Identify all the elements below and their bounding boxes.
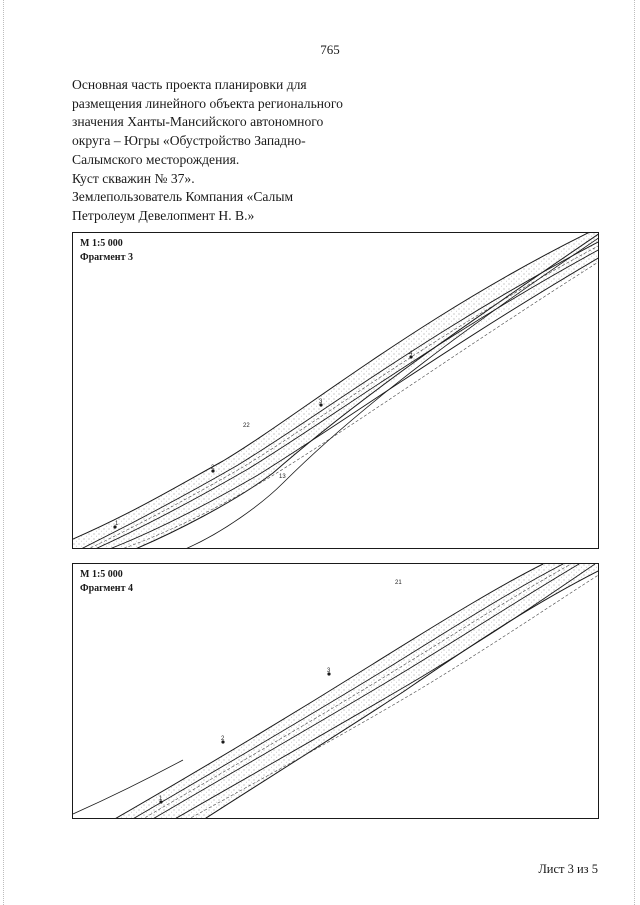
title-line: размещения линейного объекта регионального (72, 95, 343, 111)
corridor-hatch (73, 233, 599, 549)
corridor-hatch (113, 564, 599, 819)
map-label-21: 21 (395, 580, 402, 586)
map-label-1: 1 (115, 521, 119, 527)
title-line: Салымского месторождения. (72, 151, 240, 167)
map-label-3: 3 (327, 668, 331, 674)
title-line: Землепользователь Компания «Салым (72, 189, 294, 205)
fragment-4-scale: М 1:5 000 (80, 569, 123, 580)
map-label-4: 4 (409, 351, 413, 357)
sheet-counter: Лист 3 из 5 (538, 862, 598, 876)
map-label-1: 1 (159, 796, 163, 802)
map-label-13: 13 (279, 474, 286, 480)
fragment-4-map (73, 564, 599, 819)
title-line: округа – Югры «Обустройство Западно- (72, 133, 306, 149)
fragment-4-header (80, 568, 133, 596)
fragment-3-header (80, 237, 133, 265)
fragment-3-title: Фрагмент 3 (80, 252, 133, 263)
map-label-2: 2 (221, 736, 225, 742)
title-line: Куст скважин № 37». (72, 170, 195, 186)
fragment-4-title: Фрагмент 4 (80, 583, 133, 594)
document-title (72, 76, 402, 226)
title-line: Петролеум Девелопмент Н. В.» (72, 207, 255, 223)
fragment-3-map (73, 233, 599, 549)
map-label-22: 22 (243, 423, 250, 429)
fragment-3-scale: М 1:5 000 (80, 238, 123, 249)
map-label-2: 2 (211, 465, 215, 471)
right-margin-line (634, 0, 636, 905)
map-label-3: 3 (319, 399, 323, 405)
map-fragment-3 (72, 232, 599, 549)
page-number: 765 (320, 42, 340, 57)
title-line: Основная часть проекта планировки для (72, 77, 307, 92)
boundary-line-lower (203, 570, 599, 819)
map-fragment-4 (72, 563, 599, 819)
left-margin-line (3, 0, 5, 905)
title-line: значения Ханты-Мансийского автономного (72, 114, 324, 130)
